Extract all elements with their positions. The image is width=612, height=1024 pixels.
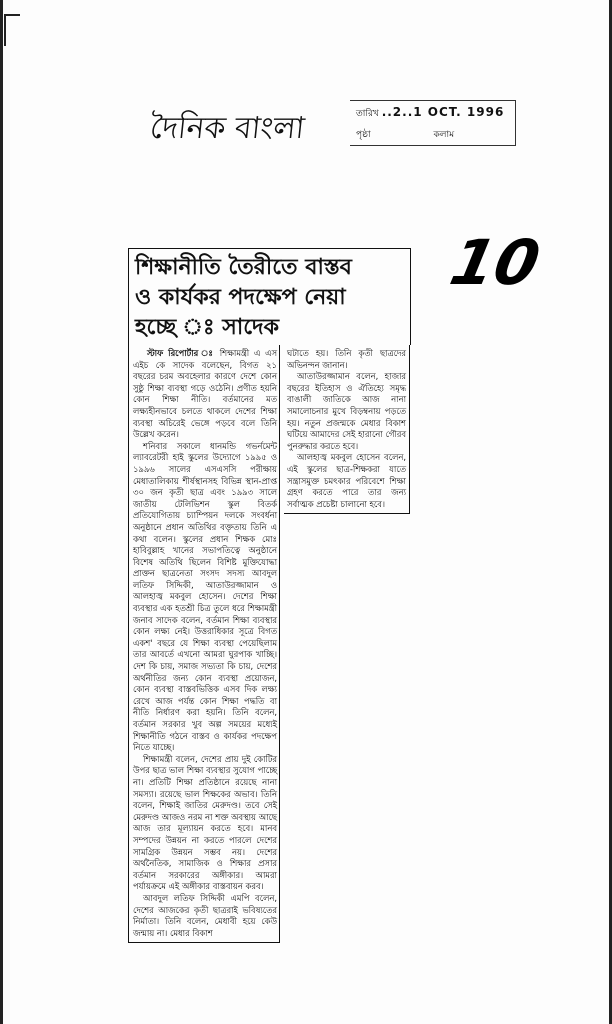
byline: স্টাফ রিপোর্টার ঃ: [147, 348, 215, 358]
article-column-right: [284, 345, 410, 514]
date-stamp: [350, 100, 516, 146]
paragraph: স্টাফ রিপোর্টার ঃ শিক্ষামন্ত্রী এ এস এইচ কে সাদেক বলেছেন, বিগত ২১ বছরের চরম অবহেলার কারণে দেশে কোন সুষ্ঠু শিক্ষা ব্যবস্থা গড়ে ওঠেনি। প্রণীত হয়নি কোন শিক্ষা নীতি। বর্তমানের মত লক্ষ্যহীনভাবে চলতে থাকলে দেশের শিক্ষা ব্যবস্থা অচিরেই ভেঙ্গে পড়বে বলে তিনি উল্লেখ করেন।: [133, 348, 277, 440]
paragraph: আবদুল লতিফ সিদ্দিকী এমপি বলেন, দেশের আজকের কৃতী ছাত্ররাই ভবিষ্যতের নির্মাতা। তিনি বলেন, মেধাবী হয়ে কেউ জন্মায় না। মেধার বিকাশ: [133, 892, 277, 938]
date-label: তারিখ: [356, 109, 379, 119]
date-value: ..2..1 OCT. 1996: [381, 105, 505, 119]
paragraph: শিক্ষামন্ত্রী বলেন, দেশের প্রায় দুই কোটির উপর ছাত্র ভাল শিক্ষা ব্যবস্থার সুযোগ পাচ্ছে না। প্রতিটি শিক্ষা প্রতিষ্ঠানে রয়েছে নানা সমস্যা। রয়েছে ভাল শিক্ষকের অভাব। তিনি বলেন, শিক্ষাই জাতির মেরুদণ্ড। তবে সেই মেরুদণ্ড আজও নরম না শক্ত অবস্থায় আছে আজ তার মূল্যায়ন করতে হবে। মানব সম্পদের উন্নয়ন না করতে পারলে দেশের সামগ্রিক উন্নয়ন সম্ভব নয়। দেশের অর্থনৈতিক, সামাজিক ও শিক্ষার প্রসার বর্তমান সরকারের অঙ্গীকার। আমরা পর্যায়ক্রমে এই অঙ্গীকার বাস্তবায়ন করব।: [133, 753, 277, 892]
article-headline: শিক্ষানীতি তৈরীতে বাস্তব ও কার্যকর পদক্ষেপ নেয়া হচ্ছে ঃ সাদেক: [135, 255, 352, 340]
paragraph: শনিবার সকালে ধানমন্ডি গভর্নমেন্ট ল্যাবরেটরী হাই স্কুলের উদ্যোগে ১৯৯৫ ও ১৯৯৬ সালের এসএসসি পরীক্ষায় মেধাতালিকায় শীর্ষস্থানসহ বিভিন্ন স্থান-প্রাপ্ত ৩০ জন কৃতী ছাত্র এবং ১৯৯৩ সালে জাতীয় টেলিভিশন স্কুল বিতর্ক প্রতিযোগিতায় চ্যাম্পিয়ন দলকে সংবর্ধনা অনুষ্ঠানে প্রধান অতিথির বক্তৃতায় তিনি এ কথা বলেন। স্কুলের প্রধান শিক্ষক মোঃ হাবিবুল্লাহ খানের সভাপতিত্বে অনুষ্ঠানে বিশেষ অতিথি ছিলেন বিশিষ্ট মুক্তিযোদ্ধা প্রাক্তন ছাত্রনেতা সংসদ সদস্য আবদুল লতিফ সিদ্দিকী, আতাউরজ্জামান ও আলহাজ্ব মকবুল হোসেন। দেশের শিক্ষা ব্যবস্থার এক হতশ্রী চিত্র তুলে ধরে শিক্ষামন্ত্রী জনাব সাদেক বলেন, বর্তমান শিক্ষা ব্যবস্থার কোন লক্ষ্য নেই। উত্তরাধিকার সূত্রে বিগত একশ' বছরে যে শিক্ষা ব্যবস্থা পেয়েছিলাম তার আবর্তে এখনো আমরা ঘুরপাক খাচ্ছি। দেশ কি চায়, সমাজ সভ্যতা কি চায়, দেশের অর্থনীতির জন্য কোন ব্যবস্থা প্রয়োজন, কোন ব্যবস্থা বাস্তবভিত্তিক এসব দিক লক্ষ্য রেখে আজ পর্যন্ত কোন শিক্ষা পদ্ধতি বা নীতি নির্ধারণ করা হয়নি। তিনি বলেন, বর্তমান সরকার খুব অল্প সময়ের মধ্যেই শিক্ষানীতি গঠনে বাস্তব ও কার্যকর পদক্ষেপ নিতে যাচ্ছে।: [133, 440, 277, 753]
paragraph: আতাউরজ্জামান বলেন, হাজার বছরের ইতিহাস ও ঐতিহ্যে সমৃদ্ধ বাঙালী জাতিকে আজ নানা সমালোচনার মুখে বিড়ম্বনায় পড়তে হয়। নতুন প্রজন্মকে মেধার বিকাশ ঘটিয়ে আমাদের সেই হারানো গৌরব পুনরুদ্ধার করতে হবে।: [287, 371, 406, 451]
paragraph: আলহাজ্ব মকবুল হোসেন বলেন, এই স্কুলের ছাত্র-শিক্ষকরা যাতে সন্ত্রাসমুক্ত চমৎকার পরিবেশে শিক্ষা গ্রহণ করতে পারে তার জন্য সর্বাত্মক প্রচেষ্টা চালানো হবে।: [287, 452, 406, 509]
scan-corner-mark: [4, 14, 20, 46]
handwritten-page-number: 10: [444, 226, 547, 299]
headline-box: [128, 248, 411, 345]
article-column-left: [128, 345, 280, 943]
paragraph: ঘটাতে হয়। তিনি কৃতী ছাত্রদের অভিনন্দন জানান।: [287, 348, 406, 370]
column-label: কলাম: [433, 130, 455, 140]
scan-edge-left: [0, 0, 3, 1024]
page-label: পৃষ্ঠা: [356, 130, 371, 140]
newspaper-masthead: দৈনিক বাংলা: [148, 111, 307, 146]
